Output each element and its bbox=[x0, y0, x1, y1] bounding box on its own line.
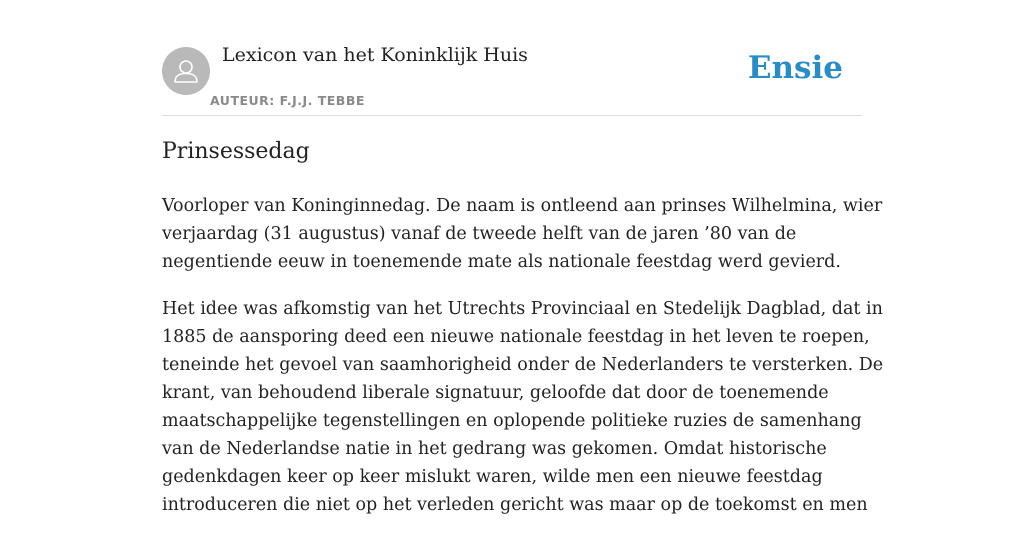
user-silhouette-icon bbox=[162, 47, 210, 95]
paragraph-2 bbox=[162, 295, 884, 519]
text-line: introduceren die niet op het verleden gericht was maar op de toekomst en men bbox=[162, 495, 868, 515]
ensie-logo-link[interactable]: Ensie bbox=[747, 50, 843, 86]
header-divider bbox=[162, 115, 862, 116]
entry-title: Prinsessedag bbox=[162, 139, 310, 164]
author-label[interactable]: AUTEUR: F.J.J. TEBBE bbox=[210, 93, 365, 108]
text-line: maatschappelijke tegenstellingen en oplopende politieke ruzies de samenhang bbox=[162, 411, 862, 431]
text-line: gedenkdagen keer op keer mislukt waren, wilde men een nieuwe feestdag bbox=[162, 467, 823, 487]
page bbox=[162, 0, 884, 515]
text-line: krant, van behoudend liberale signatuur, geloofde dat door de toenemende bbox=[162, 383, 829, 403]
text-line: Voorloper van Koninginnedag. De naam is ontleend aan prinses Wilhelmina, wier bbox=[162, 196, 883, 216]
text-line: Het idee was afkomstig van het Utrechts Provinciaal en Stedelijk Dagblad, dat in bbox=[162, 299, 883, 319]
book-title[interactable]: Lexicon van het Koninklijk Huis bbox=[222, 44, 528, 66]
text-line: van de Nederlandse natie in het gedrang was gekomen. Omdat historische bbox=[162, 439, 827, 459]
text-line: negentiende eeuw in toenemende mate als nationale feestdag werd gevierd. bbox=[162, 252, 841, 272]
text-line: 1885 de aansporing deed een nieuwe nationale feestdag in het leven te roepen, bbox=[162, 327, 870, 347]
entry-body bbox=[162, 192, 884, 538]
author-avatar bbox=[162, 47, 210, 95]
text-line: verjaardag (31 augustus) vanaf de tweede helft van de jaren ’80 van de bbox=[162, 224, 797, 244]
paragraph-1 bbox=[162, 192, 883, 276]
text-line: teneinde het gevoel van saamhorigheid onder de Nederlanders te versterken. De bbox=[162, 355, 884, 375]
